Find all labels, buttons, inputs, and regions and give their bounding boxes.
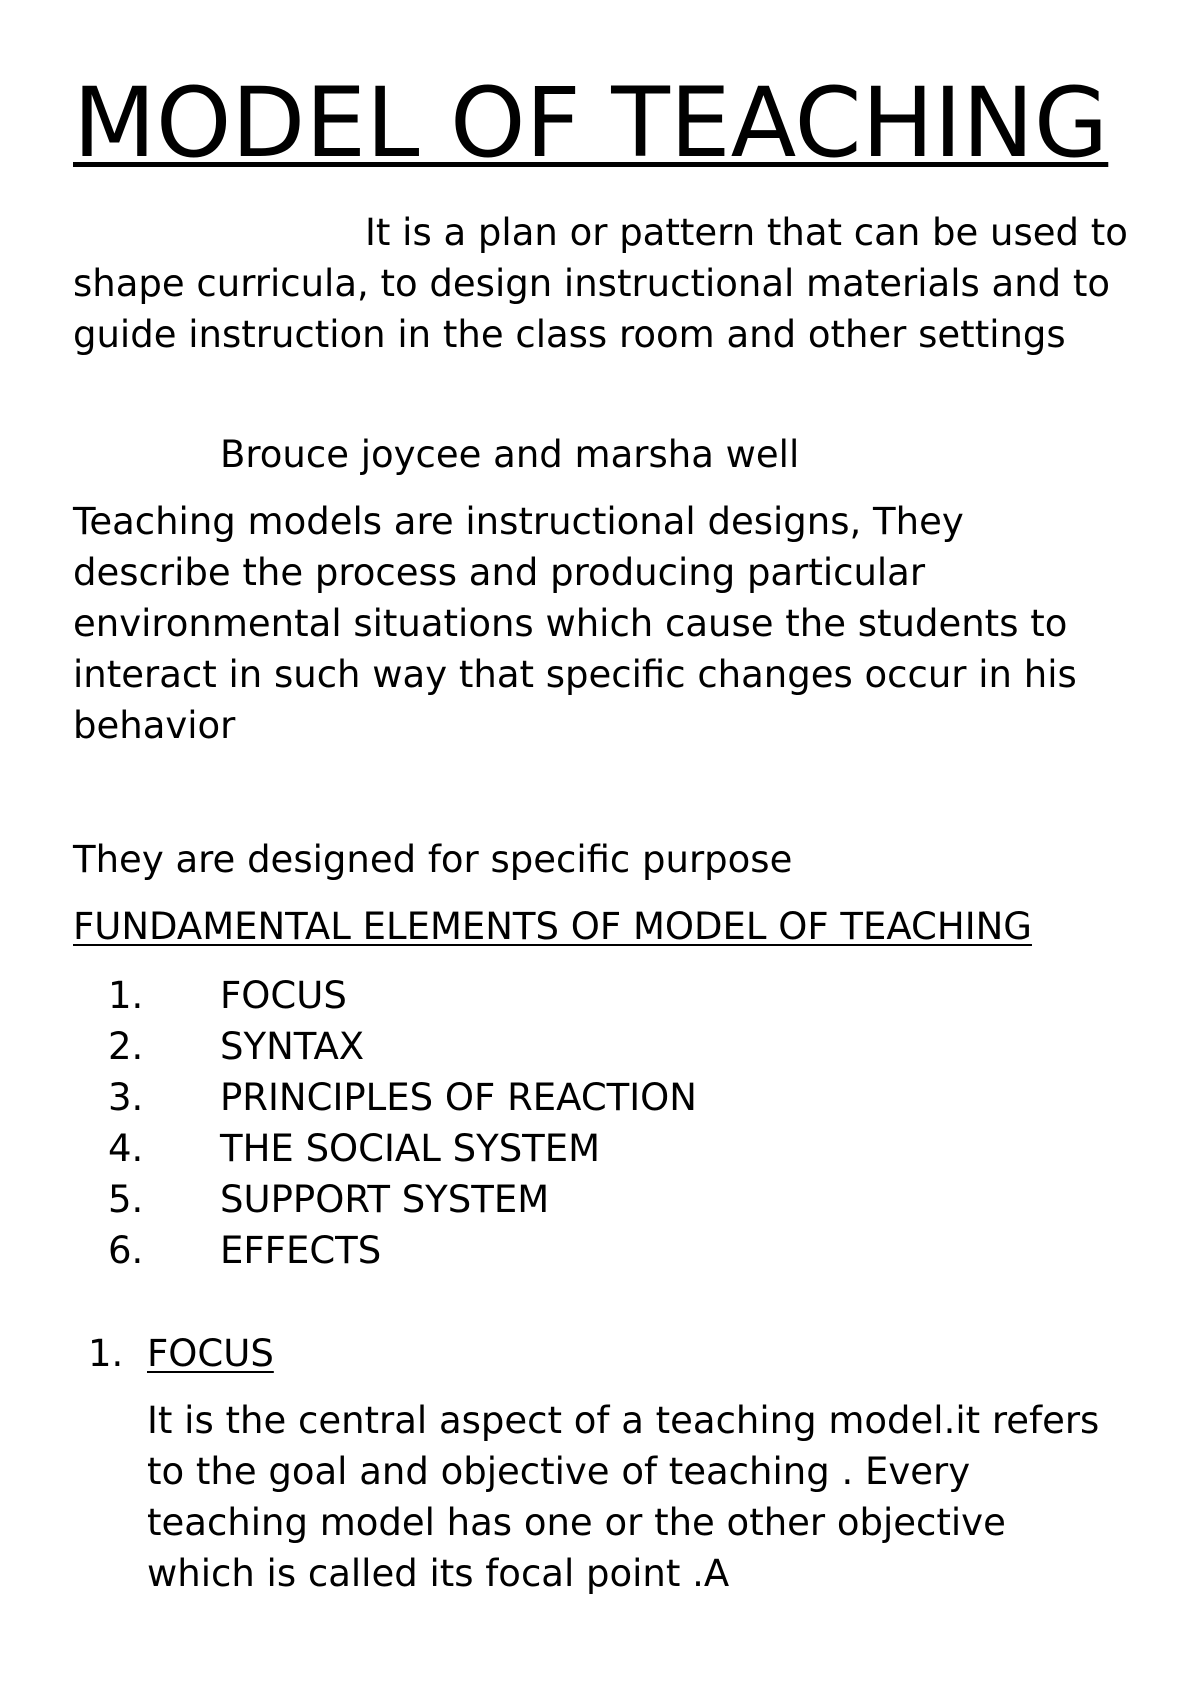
section-body: It is the central aspect of a teaching model.it refers to the goal and objective of teaching . Every teaching model has one or the other objective which is called its focal point .A xyxy=(147,1399,1100,1595)
author-line: Brouce joycee and marsha well xyxy=(220,433,800,476)
list-item-label: PRINCIPLES OF REACTION xyxy=(220,1076,697,1119)
section-number: 1. xyxy=(88,1332,124,1375)
elements-heading: FUNDAMENTAL ELEMENTS OF MODEL OF TEACHING xyxy=(73,905,1032,948)
page-title: MODEL OF TEACHING xyxy=(73,67,1109,179)
list-item-label: SYNTAX xyxy=(220,1025,365,1068)
list-item-number: 2. xyxy=(108,1025,144,1068)
list-item-number: 4. xyxy=(108,1127,144,1170)
list-item-label: FOCUS xyxy=(220,974,347,1017)
list-item-number: 5. xyxy=(108,1178,144,1221)
intro-paragraph: It is a plan or pattern that can be used to shape curricula, to design instructional materials and to guide instruction in the class room and other settings xyxy=(73,211,1128,356)
purpose-line: They are designed for specific purpose xyxy=(73,838,793,881)
list-item-label: EFFECTS xyxy=(220,1229,382,1272)
list-item-label: THE SOCIAL SYSTEM xyxy=(220,1127,601,1170)
list-item-number: 1. xyxy=(108,974,144,1017)
list-item-label: SUPPORT SYSTEM xyxy=(220,1178,550,1221)
section-title: FOCUS xyxy=(147,1332,274,1375)
description-paragraph: Teaching models are instructional designs, They describe the process and producing particular environmental situations which cause the students to interact in such way that specific changes occur in his behavior xyxy=(73,500,1077,747)
list-item-number: 3. xyxy=(108,1076,144,1119)
list-item-number: 6. xyxy=(108,1229,144,1272)
